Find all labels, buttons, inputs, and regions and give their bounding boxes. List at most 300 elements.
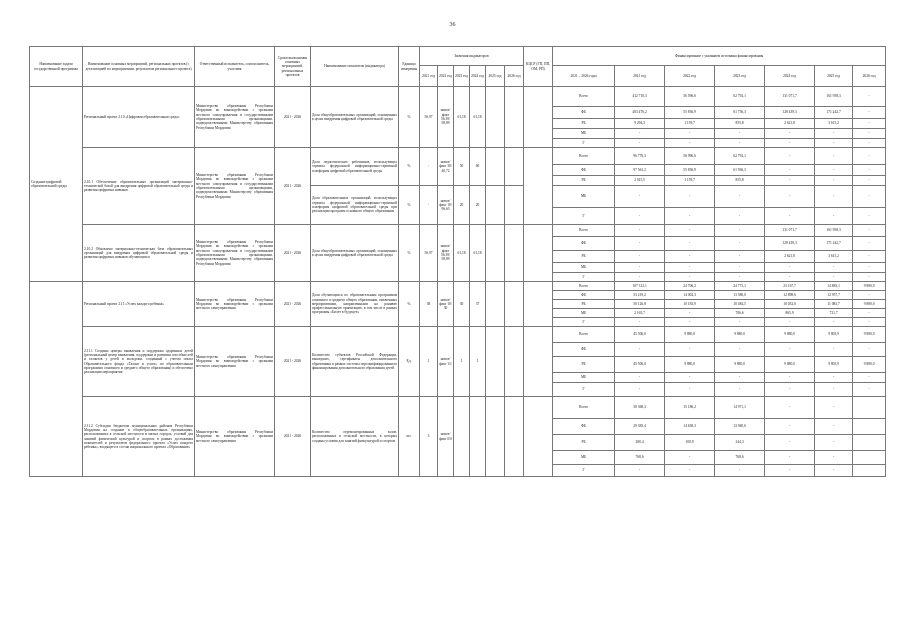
finance-value: - [765,273,815,282]
indicator-unit: % [399,186,420,225]
value-2023 [454,397,470,477]
value-2026 [505,282,524,327]
header-values: Значения индикаторов [420,47,524,66]
finance-value: 171 242,7 [815,237,853,251]
finance-value: - [853,273,886,282]
header-fin-year: 2021 – 2026 годы [553,66,615,87]
finance-value: 9 880,0 [715,357,765,373]
finance-value: 9 805,9 [815,357,853,373]
finance-value: 128 439,3 [765,237,815,251]
measure-name: 2.11.2 Субсидии бюджетам муниципальных районов Республики Мордовия на создание в общеобразовательных организациях, расположенных в сельской местности и малых городах, условий для занятий физической культурой и спортом в рамках достижения показателей и результатов федерального проекта «Успех каждого ребенка», входящего в состав национального проекта «Образование» [83,397,195,477]
finance-source: МБ [553,373,615,383]
finance-source: ФБ [553,419,615,435]
finance-source: Всего [553,225,615,237]
finance-source: Г [553,139,615,148]
kcsr-cell [524,397,553,477]
finance-source: МБ [553,309,615,318]
finance-value: - [815,263,853,273]
value-2023: 61,18 [454,87,470,148]
header-ind-year: 2025 год [486,66,505,87]
finance-value: - [765,176,815,186]
header-row [30,47,886,66]
finance-value: - [853,139,886,148]
value-2026 [505,87,524,148]
finance-value: - [665,318,715,327]
finance-value: 412 710,3 [615,87,665,107]
finance-value: - [715,263,765,273]
table-row [30,397,886,419]
indicator-name: Доля обучающихся по образовательным программам основного и среднего общего образования, охваченных мероприятиями, направленными на раннюю профессиональную ориентацию, в том числе в рамках программы «Билет в будущее» [311,282,399,327]
finance-value: - [615,208,665,225]
finance-source: РБ [553,119,615,129]
finance-source: РБ [553,435,615,451]
finance-value: - [765,465,815,477]
period: 2021 - 2026 [275,397,311,477]
value-2021: 3 [420,397,438,477]
finance-value: - [715,208,765,225]
finance-value: 45 506,0 [615,357,665,373]
table-row [30,282,886,291]
finance-value: 2 621,8 [765,251,815,263]
finance-value: - [615,383,665,397]
finance-source: Г [553,273,615,282]
indicator-name: Доля педагогических работников, использующих сервисы федеральной информационно-сервисной платформы цифровой образовательной среды [311,148,399,186]
finance-value: - [665,139,715,148]
value-2024: 60 [470,148,486,186]
finance-value: 9 880,0 [853,327,886,343]
finance-source: МБ [553,186,615,208]
value-2026 [505,186,524,225]
finance-value: - [615,139,665,148]
finance-source: РБ [553,251,615,263]
finance-value: 14 883,1 [815,282,853,291]
finance-value: - [815,419,853,435]
finance-value: 3 615,2 [815,251,853,263]
finance-value: - [853,237,886,251]
finance-value: - [715,383,765,397]
finance-value: - [765,435,815,451]
finance-value: - [615,251,665,263]
finance-value: - [765,318,815,327]
measure-name: 2.10.1 Обеспечение образовательных организаций материально-технической базой для внедрения цифровой образовательной среды и развития цифровых навыков [83,148,195,225]
finance-value: - [765,397,815,419]
indicator-name: Доля общеобразовательных организаций, оснащенных в целях внедрения цифровой образовательной среды [311,87,399,148]
indicator-name: Количество субъектов Российской Федерации, вышедших, сертификаты дополнительного образования в рамках системы персонифицированного финансирования дополнительного образования детей [311,327,399,397]
finance-value: 865,9 [765,309,815,318]
finance-value: - [815,165,853,176]
finance-value: - [815,176,853,186]
finance-value [853,419,886,435]
finance-value: 107 312,1 [615,282,665,291]
finance-value: - [615,129,665,139]
table-row [30,327,886,343]
value-2024: 1 [470,327,486,397]
finance-value: 11 083,7 [815,300,853,309]
finance-value: - [815,129,853,139]
finance-value: 100,9 [665,435,715,451]
finance-value: 128 439,3 [765,107,815,119]
period: 2021 - 2026 [275,87,311,148]
value-2021: - [420,148,438,186]
finance-value: 53 219,2 [615,291,665,300]
finance-value: - [853,148,886,165]
value-2022: новое/ факт 10/ 96,63 [438,186,454,225]
finance-value: - [715,465,765,477]
finance-value: 280,4 [615,435,665,451]
finance-value: 2 621,8 [765,119,815,129]
value-2025 [486,148,505,186]
measure-name: 2.11.1 Созданы центры выявления и поддержки одаренных детей (региональный центр выявления, поддержки и развития способностей и талантов у детей и молодежи, созданный с учетом опыта Образовательного фонда «Талант и успех» по образовательным программам основного и среднего общего образования) и обеспечено реализации мероприятия [83,327,195,397]
finance-value: 55 836,9 [665,107,715,119]
header-finance: Финансирование с указанием источника финансирования [553,47,886,66]
finance-source: Г [553,465,615,477]
finance-source: Г [553,318,615,327]
finance-value: 1 159,7 [665,119,715,129]
period: 2021 - 2026 [275,282,311,327]
value-2024: 37 [470,282,486,327]
finance-value: 30 368,3 [615,397,665,419]
finance-value: - [853,263,886,273]
finance-value: 9 880,0 [715,327,765,343]
header-fin-year: 2026 год [853,66,886,87]
value-2021: 38 [420,282,438,327]
executor: Министерство образования Республики Мордовия во взаимодействии с органами местного самоуправления и государственными образовательными организациями, подведомственными Министерству образования Республики Мордовия [195,148,275,225]
finance-value: 45 506,0 [615,327,665,343]
finance-value [853,465,886,477]
finance-value: - [715,139,765,148]
indicator-unit: % [399,282,420,327]
executor: Министерство образования Республики Мордовия во взаимодействии с органами местного самоуправления и государственными образовательными организациями, подведомственными Министерству образования Республики Мордовия [195,87,275,148]
finance-value: - [765,343,815,357]
period: 2021 - 2026 [275,225,311,282]
indicator-unit: шт. [399,397,420,477]
header-ind-year: 2024 год [470,66,486,87]
kcsr-cell [524,87,553,148]
indicator-unit: % [399,225,420,282]
finance-value: - [853,383,886,397]
finance-value: - [615,273,665,282]
finance-source: ФБ [553,237,615,251]
finance-value: - [815,451,853,465]
finance-value: 96 776,3 [615,148,665,165]
value-2025 [486,327,505,397]
finance-value: - [615,186,665,208]
finance-value: - [615,225,665,237]
header-unit: Единица измерения [399,47,420,87]
finance-value: - [765,451,815,465]
header-ind-year: 2023 год [454,66,470,87]
finance-value: 3 615,2 [815,119,853,129]
finance-value: 23 167,7 [765,282,815,291]
value-2025 [486,186,505,225]
value-2025 [486,225,505,282]
period: 2021 - 2026 [275,148,311,225]
value-2024: 20 [470,186,486,225]
finance-value: 244,3 [715,435,765,451]
finance-value: 62 792,1 [715,87,765,107]
finance-value: 15 186,2 [665,397,715,419]
finance-value: 161 958,3 [815,87,853,107]
finance-value: - [665,186,715,208]
finance-value: - [615,263,665,273]
header-fin-year: 2022 год [665,66,715,87]
executor: Министерство образования Республики Мордовия во взаимодействии с органами местного самоуправления и государственными образовательными организациями, подведомственными Министерству образования Республики Мордовия [195,225,275,282]
finance-value: - [853,291,886,300]
task-cell-empty [30,282,83,477]
finance-value: - [665,451,715,465]
value-2022: новое/ факт 1/1 [438,327,454,397]
finance-source: ФБ [553,343,615,357]
finance-value: 171 242,7 [815,107,853,119]
header-fin-year: 2021 год [615,66,665,87]
finance-value: - [853,318,886,327]
finance-value: 24 773,1 [715,282,765,291]
finance-value: - [815,208,853,225]
finance-value: - [715,273,765,282]
finance-value: 9 880,0 [853,357,886,373]
finance-value: 14 638,3 [665,419,715,435]
finance-value: 13 580,0 [715,291,765,300]
executor: Министерство образования Республики Мордовия во взаимодействии с органами местного самоуправления [195,397,275,477]
finance-value [853,435,886,451]
value-2026 [505,225,524,282]
indicator-name: Доля общеобразовательных организаций, оснащенных в целях внедрения цифровой образовательной среды [311,225,399,282]
header-fin-year: 2024 год [765,66,815,87]
finance-value: - [765,139,815,148]
finance-value: 9 880,0 [853,282,886,291]
finance-value: - [665,251,715,263]
kcsr-cell [524,327,553,397]
finance-value: - [765,208,815,225]
finance-value [853,451,886,465]
finance-value: 55 836,9 [665,165,715,176]
finance-value: - [615,343,665,357]
finance-value: 97 561,2 [615,165,665,176]
table-row [30,225,886,237]
value-2023: 50 [454,148,470,186]
finance-source: Всего [553,282,615,291]
finance-source: ФБ [553,165,615,176]
finance-value: 9 880,0 [665,357,715,373]
finance-value: - [853,119,886,129]
finance-value: 10 052,0 [765,300,815,309]
value-2021: 1 [420,327,438,397]
finance-value: - [853,176,886,186]
finance-value: 56 596,6 [665,87,715,107]
value-2026 [505,148,524,186]
finance-value: - [853,373,886,383]
finance-value: 161 958,3 [815,225,853,237]
finance-value: - [615,373,665,383]
finance-value: - [665,343,715,357]
finance-value: - [853,343,886,357]
finance-value: - [815,373,853,383]
finance-value: - [715,237,765,251]
table-row [30,148,886,165]
header-ind-year: 2021 год [420,66,438,87]
finance-source: Всего [553,327,615,343]
table-row [30,87,886,107]
finance-value: 56 996,6 [665,148,715,165]
page-number: 36 [449,22,456,28]
value-2023: 20 [454,186,470,225]
value-2023: 1 [454,327,470,397]
program-table [29,46,886,477]
value-2023: 61,18 [454,225,470,282]
finance-value: - [853,208,886,225]
finance-value: - [853,186,886,208]
header-ind-year: 2022 год [438,66,454,87]
finance-value: 12 898,6 [765,291,815,300]
finance-source: Всего [553,397,615,419]
finance-value: - [815,318,853,327]
finance-value: 61 936,3 [715,165,765,176]
value-2025 [486,282,505,327]
executor: Министерство образования Республики Мордовия во взаимодействии с органами местного самоуправления [195,282,275,327]
value-2021: - [420,186,438,225]
indicator-unit: % [399,87,420,148]
finance-value: - [765,383,815,397]
finance-value: 9 880,0 [765,327,815,343]
value-2024 [470,397,486,477]
indicator-name: Количество отремонтированных залов, расположенных в сельской местности, в которых созданы условия для занятий физкультурой и спортом [311,397,399,477]
finance-value: 13 940,6 [715,419,765,435]
finance-value: 2 015,5 [615,176,665,186]
finance-value: 29 383,4 [615,419,665,435]
kcsr-cell [524,225,553,282]
task-cell: Создание цифровой образовательной среды [30,87,83,282]
value-2023: 30 [454,282,470,327]
value-2025 [486,87,505,148]
finance-value: 1 159,7 [665,176,715,186]
finance-value: 9 294,3 [615,119,665,129]
finance-value: 855,8 [715,176,765,186]
measure-name: Региональный проект 2.11 «Успех каждого ребенка» [83,282,195,327]
indicator-unit: % [399,148,420,186]
finance-value: - [815,383,853,397]
finance-value: 10 484,5 [715,300,765,309]
finance-value: 2 165,7 [615,309,665,318]
finance-value: 61 756,3 [715,107,765,119]
finance-value: - [815,397,853,419]
finance-value: - [765,186,815,208]
finance-source: Г [553,208,615,225]
finance-value: - [715,225,765,237]
finance-value: 10 183,9 [665,300,715,309]
finance-value: - [765,148,815,165]
finance-value: - [815,273,853,282]
indicator-name: Доля образовательных организаций, использующих сервисы федеральной информационно-сервисной платформы цифровой образовательной среды при реализации программ основного общего образования [311,186,399,225]
finance-value: - [615,237,665,251]
finance-value: - [853,165,886,176]
period: 2021 - 2026 [275,327,311,397]
value-2026 [505,327,524,397]
finance-value: - [815,139,853,148]
finance-source: Всего [553,87,615,107]
finance-value: - [665,309,715,318]
value-2022: новое/ факт 10/ 30 [438,282,454,327]
finance-source: Всего [553,148,615,165]
finance-value: - [815,343,853,357]
finance-value: 768,6 [715,451,765,465]
finance-value: - [615,465,665,477]
finance-value: - [765,419,815,435]
finance-value: - [815,148,853,165]
finance-value: - [715,343,765,357]
finance-value: - [665,373,715,383]
finance-value: 9 805,9 [815,327,853,343]
header-kcsr: КЦСР (ГП, ПП, ОМ, РП) [524,47,553,87]
value-2021: 56,97 [420,87,438,148]
finance-value: - [715,186,765,208]
value-2022: новое/ факт 56,39/ 58,89 [438,87,454,148]
finance-value: - [853,225,886,237]
indicator-unit: Ед. [399,327,420,397]
header-measures: Наименование основных мероприятий, региональных проектов (с детализацией по мероприятиям, результатам регионального проекта) [83,47,195,87]
finance-value: 855,8 [715,119,765,129]
finance-value: - [853,107,886,119]
finance-value: - [665,129,715,139]
value-2021: 56,97 [420,225,438,282]
finance-value: 24 706,2 [665,282,715,291]
finance-value: - [665,383,715,397]
finance-value: - [715,251,765,263]
finance-value: 721,7 [815,309,853,318]
finance-value: 9 880,0 [765,357,815,373]
value-2026 [505,397,524,477]
finance-source: МБ [553,263,615,273]
finance-source: РБ [553,300,615,309]
header-ind-year: 2026 год [505,66,524,87]
finance-value: 131 071,7 [765,225,815,237]
value-2024: 61,18 [470,225,486,282]
finance-value: - [853,87,886,107]
kcsr-cell [524,148,553,225]
header-period: Сроки выполнения основных мероприятий, региональных проектов [275,47,311,87]
finance-value: - [615,318,665,327]
value-2022: новое/ факт 56,39/ 58,89 [438,225,454,282]
finance-value: 9 880,0 [665,327,715,343]
finance-value: - [853,129,886,139]
header-indicator: Наименование показателя (индикатора) [311,47,399,87]
finance-value: 768,6 [615,451,665,465]
header-fin-year: 2023 год [715,66,765,87]
kcsr-cell [524,282,553,327]
finance-value: - [765,373,815,383]
finance-value [853,397,886,419]
finance-value: 14 971,1 [715,397,765,419]
finance-value: - [765,129,815,139]
value-2022: новое/ факт 0/0 [438,397,454,477]
finance-value: - [665,273,715,282]
value-2024: 61,18 [470,87,486,148]
finance-value: - [665,237,715,251]
finance-value: - [665,208,715,225]
finance-value: 403 476,2 [615,107,665,119]
finance-value: - [715,318,765,327]
value-2022: новое/ факт 30/ 40,72 [438,148,454,186]
finance-value: 50 126,8 [615,300,665,309]
finance-source: РБ [553,357,615,373]
finance-source: РБ [553,176,615,186]
finance-value: - [665,225,715,237]
finance-value: - [853,251,886,263]
finance-value: - [665,465,715,477]
measure-name: 2.10.2 Обновлено материально-техническая база образовательных организаций для внедрения цифровой образовательной среды и развития цифровых навыков обучающихся [83,225,195,282]
value-2025 [486,397,505,477]
finance-source: ФБ [553,291,615,300]
finance-value: - [715,373,765,383]
